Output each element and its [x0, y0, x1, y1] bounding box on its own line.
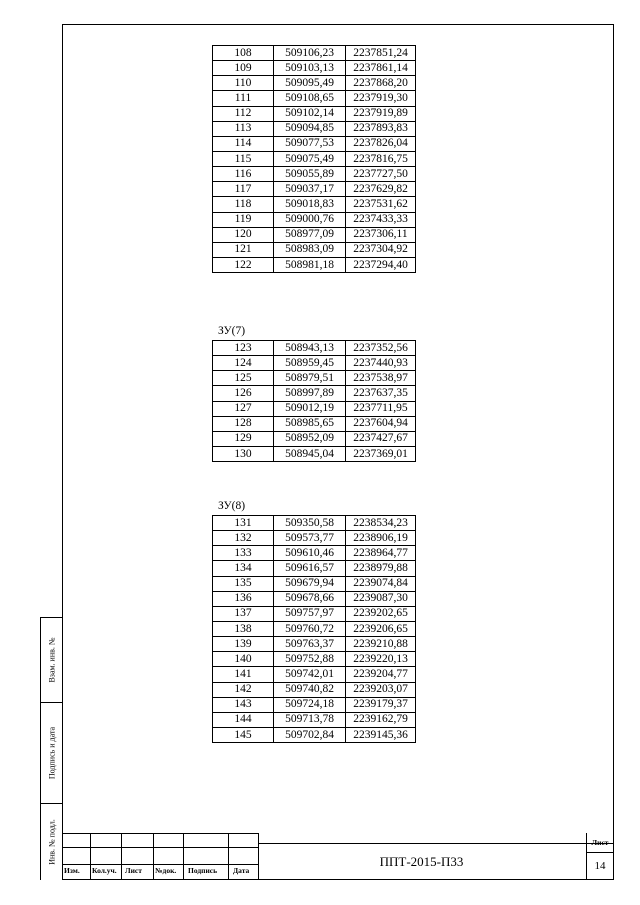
point-number-cell: 113 [213, 121, 274, 136]
table-row [213, 46, 416, 61]
point-number-cell: 135 [213, 576, 274, 591]
coord-y-cell: 2238906,19 [346, 531, 416, 546]
coord-y-cell: 2239210,88 [346, 637, 416, 652]
coord-y-cell: 2237851,24 [346, 46, 416, 61]
coord-x-cell: 509742,01 [274, 667, 346, 682]
coord-y-cell: 2237868,20 [346, 76, 416, 91]
table-row [213, 227, 416, 242]
table-row [213, 531, 416, 546]
point-number-cell: 111 [213, 91, 274, 106]
coord-y-cell: 2237919,89 [346, 106, 416, 121]
coord-y-cell: 2237893,83 [346, 121, 416, 136]
table-row [213, 257, 416, 272]
table-row [213, 621, 416, 636]
table-row [213, 446, 416, 461]
table-row [213, 401, 416, 416]
coord-x-cell: 509702,84 [274, 727, 346, 742]
table-row [213, 652, 416, 667]
point-number-cell: 130 [213, 446, 274, 461]
coordinates-table-zu8 [212, 515, 416, 743]
point-number-cell: 142 [213, 682, 274, 697]
coord-x-cell: 509350,58 [274, 516, 346, 531]
coord-y-cell: 2239074,84 [346, 576, 416, 591]
point-number-cell: 139 [213, 637, 274, 652]
section-label-zu7: ЗУ(7) [218, 325, 246, 337]
table-row [213, 606, 416, 621]
coord-x-cell: 508983,09 [274, 242, 346, 257]
table-row [213, 341, 416, 356]
coord-y-cell: 2239206,65 [346, 621, 416, 636]
coord-y-cell: 2239202,65 [346, 606, 416, 621]
point-number-cell: 118 [213, 197, 274, 212]
table-row [213, 136, 416, 151]
coord-y-cell: 2237604,94 [346, 416, 416, 431]
table-row [213, 561, 416, 576]
title-block-col-change: Изм. [64, 866, 80, 875]
coord-x-cell: 508981,18 [274, 257, 346, 272]
coord-y-cell: 2237826,04 [346, 136, 416, 151]
point-number-cell: 127 [213, 401, 274, 416]
table-row [213, 151, 416, 166]
table-row [213, 61, 416, 76]
coord-x-cell: 509000,76 [274, 212, 346, 227]
title-block-col-sheet: Лист [125, 866, 142, 875]
coord-y-cell: 2237440,93 [346, 356, 416, 371]
coord-x-cell: 509095,49 [274, 76, 346, 91]
coordinates-table-first [212, 45, 416, 273]
coord-x-cell: 509752,88 [274, 652, 346, 667]
coord-x-cell: 509018,83 [274, 197, 346, 212]
point-number-cell: 129 [213, 431, 274, 446]
point-number-cell: 138 [213, 621, 274, 636]
coord-y-cell: 2237816,75 [346, 151, 416, 166]
table-row [213, 91, 416, 106]
point-number-cell: 116 [213, 167, 274, 182]
coord-y-cell: 2237711,95 [346, 401, 416, 416]
sheet-number: 14 [594, 860, 606, 872]
strip-label-original-inv: Инв. № подл. [47, 819, 56, 865]
point-number-cell: 108 [213, 46, 274, 61]
table-row [213, 591, 416, 606]
point-number-cell: 140 [213, 652, 274, 667]
point-number-cell: 115 [213, 151, 274, 166]
coord-y-cell: 2239179,37 [346, 697, 416, 712]
coord-x-cell: 508997,89 [274, 386, 346, 401]
point-number-cell: 134 [213, 561, 274, 576]
coord-x-cell: 509102,14 [274, 106, 346, 121]
table-row [213, 416, 416, 431]
point-number-cell: 144 [213, 712, 274, 727]
coord-x-cell: 509055,89 [274, 167, 346, 182]
coord-x-cell: 509106,23 [274, 46, 346, 61]
table-row [213, 167, 416, 182]
point-number-cell: 131 [213, 516, 274, 531]
point-number-cell: 123 [213, 341, 274, 356]
coord-x-cell: 509724,18 [274, 697, 346, 712]
point-number-cell: 117 [213, 182, 274, 197]
point-number-cell: 110 [213, 76, 274, 91]
table-row [213, 356, 416, 371]
point-number-cell: 132 [213, 531, 274, 546]
coord-y-cell: 2237637,35 [346, 386, 416, 401]
coord-y-cell: 2239204,77 [346, 667, 416, 682]
coord-y-cell: 2237538,97 [346, 371, 416, 386]
coord-x-cell: 509678,66 [274, 591, 346, 606]
table-row [213, 682, 416, 697]
point-number-cell: 143 [213, 697, 274, 712]
table-row [213, 182, 416, 197]
table-row [213, 386, 416, 401]
coord-x-cell: 509616,57 [274, 561, 346, 576]
coord-y-cell: 2239162,79 [346, 712, 416, 727]
coord-y-cell: 2237306,11 [346, 227, 416, 242]
coord-x-cell: 509763,37 [274, 637, 346, 652]
coord-y-cell: 2237427,67 [346, 431, 416, 446]
table-row [213, 727, 416, 742]
strip-label-signature-date: Подпись и дата [47, 726, 56, 780]
coord-x-cell: 509573,77 [274, 531, 346, 546]
coord-y-cell: 2239220,13 [346, 652, 416, 667]
strip-cell-original-inv [41, 804, 62, 880]
point-number-cell: 125 [213, 371, 274, 386]
coord-y-cell: 2237727,50 [346, 167, 416, 182]
coord-x-cell: 508945,04 [274, 446, 346, 461]
point-number-cell: 114 [213, 136, 274, 151]
table-row [213, 76, 416, 91]
coord-x-cell: 509077,53 [274, 136, 346, 151]
coord-y-cell: 2238534,23 [346, 516, 416, 531]
table-row [213, 546, 416, 561]
table-row [213, 371, 416, 386]
table-row [213, 106, 416, 121]
coord-x-cell: 508959,45 [274, 356, 346, 371]
strip-cell-signature-date [41, 703, 62, 804]
title-block-col-signature: Подпись [188, 866, 218, 875]
point-number-cell: 128 [213, 416, 274, 431]
point-number-cell: 121 [213, 242, 274, 257]
table-row [213, 431, 416, 446]
title-block-col-count: Кол.уч. [92, 866, 117, 875]
stamp-strip [40, 617, 62, 880]
coord-y-cell: 2237531,62 [346, 197, 416, 212]
point-number-cell: 137 [213, 606, 274, 621]
point-number-cell: 141 [213, 667, 274, 682]
point-number-cell: 109 [213, 61, 274, 76]
coord-x-cell: 508943,13 [274, 341, 346, 356]
coord-y-cell: 2237369,01 [346, 446, 416, 461]
point-number-cell: 122 [213, 257, 274, 272]
coord-x-cell: 509012,19 [274, 401, 346, 416]
coord-y-cell: 2238964,77 [346, 546, 416, 561]
point-number-cell: 133 [213, 546, 274, 561]
strip-label-replaced-inv: Взам. инв. № [47, 637, 56, 683]
coord-y-cell: 2237294,40 [346, 257, 416, 272]
coord-y-cell: 2237304,92 [346, 242, 416, 257]
coord-y-cell: 2237919,30 [346, 91, 416, 106]
section-label-zu8: ЗУ(8) [218, 500, 246, 512]
point-number-cell: 112 [213, 106, 274, 121]
coord-x-cell: 509075,49 [274, 151, 346, 166]
coord-x-cell: 508985,65 [274, 416, 346, 431]
coord-x-cell: 508979,51 [274, 371, 346, 386]
table-row [213, 242, 416, 257]
coord-y-cell: 2238979,88 [346, 561, 416, 576]
coord-y-cell: 2237352,56 [346, 341, 416, 356]
table-row [213, 697, 416, 712]
table-row [213, 516, 416, 531]
point-number-cell: 119 [213, 212, 274, 227]
point-number-cell: 124 [213, 356, 274, 371]
sheet-label: Лист [591, 838, 609, 847]
table-row [213, 712, 416, 727]
coord-y-cell: 2239203,07 [346, 682, 416, 697]
coord-y-cell: 2239087,30 [346, 591, 416, 606]
table-row [213, 667, 416, 682]
strip-cell-replaced-inv [41, 618, 62, 703]
coord-x-cell: 509757,97 [274, 606, 346, 621]
point-number-cell: 136 [213, 591, 274, 606]
point-number-cell: 120 [213, 227, 274, 242]
coord-x-cell: 509610,46 [274, 546, 346, 561]
coord-y-cell: 2237629,82 [346, 182, 416, 197]
coord-x-cell: 508977,09 [274, 227, 346, 242]
coord-x-cell: 508952,09 [274, 431, 346, 446]
table-row [213, 637, 416, 652]
title-block-col-doc-no: №док. [155, 866, 177, 875]
coord-x-cell: 509037,17 [274, 182, 346, 197]
coord-x-cell: 509740,82 [274, 682, 346, 697]
coord-x-cell: 509713,78 [274, 712, 346, 727]
coord-y-cell: 2239145,36 [346, 727, 416, 742]
table-row [213, 121, 416, 136]
table-row [213, 212, 416, 227]
table-row [213, 576, 416, 591]
table-row [213, 197, 416, 212]
document-code: ППТ-2015-П33 [379, 853, 464, 869]
coord-x-cell: 509094,85 [274, 121, 346, 136]
coord-y-cell: 2237861,14 [346, 61, 416, 76]
coord-y-cell: 2237433,33 [346, 212, 416, 227]
coord-x-cell: 509760,72 [274, 621, 346, 636]
point-number-cell: 126 [213, 386, 274, 401]
point-number-cell: 145 [213, 727, 274, 742]
coord-x-cell: 509108,65 [274, 91, 346, 106]
coord-x-cell: 509103,13 [274, 61, 346, 76]
title-block-col-date: Дата [233, 866, 250, 875]
coordinates-table-zu7 [212, 340, 416, 462]
coord-x-cell: 509679,94 [274, 576, 346, 591]
